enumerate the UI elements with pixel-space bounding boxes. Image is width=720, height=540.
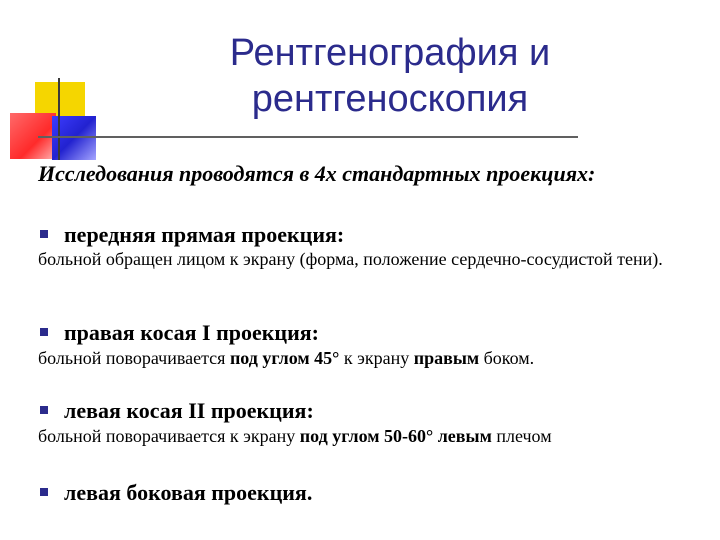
item-description: больной обращен лицом к экрану (форма, положение сердечно-сосудистой тени). [38,249,663,269]
item-title: правая косая I проекция: [64,320,320,345]
bullet-icon [40,488,48,496]
title-line-2: рентгеноскопия [251,78,529,120]
item-description [38,346,698,371]
title-line-1: Рентгенография и [229,32,551,74]
desc-text: больной поворачивается [38,348,230,368]
item-title: левая косая II проекция: [64,398,314,423]
slide-title [185,30,595,122]
subtitle: Исследования проводятся в 4х стандартных проекциях: [38,161,596,186]
desc-bold: под углом 45° [229,348,344,368]
decorative-squares [0,0,120,170]
item-description [38,424,698,449]
bullet-icon [40,230,48,238]
vertical-rule [58,78,60,160]
item-title: передняя прямая проекция: [64,222,345,247]
desc-bold: под углом 50-60° левым [299,426,497,446]
horizontal-rule [38,136,578,138]
desc-text: больной поворачивается к экрану [38,426,300,446]
desc-text: боком. [483,348,535,368]
desc-bold: правым [413,348,484,368]
item-title: левая боковая проекция. [64,480,313,505]
desc-text: плечом [496,426,552,446]
bullet-icon [40,406,48,414]
desc-text: к экрану [343,348,414,368]
bullet-icon [40,328,48,336]
